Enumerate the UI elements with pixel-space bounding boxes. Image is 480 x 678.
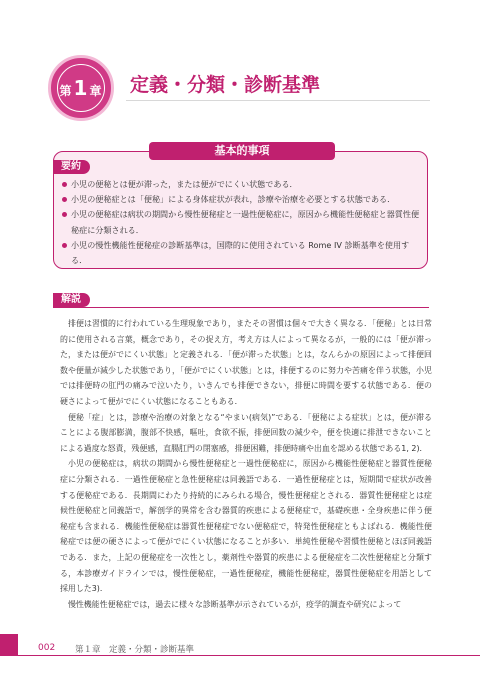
footer-rule xyxy=(18,655,480,656)
summary-list xyxy=(62,177,422,268)
chapter-badge-prefix: 第 xyxy=(59,84,73,98)
paragraph: 小児の便秘症は，病状の期間から慢性便秘症と一過性便秘症に，原因から機能性便秘症と器質性便秘症に分類される．一過性便秘症と急性便秘症は同義語である．一過性便秘症とは，短期間で症状が改善する便秘症である．長期間にわたり持続的にみられる場合，慢性便秘症とされる．器質性便秘症とは症候性便秘症と同義語で，解剖学的異常を含む器質的疾患による便秘症で，基礎疾患・全身疾患に伴う便秘症も含まれる．機能性便秘症は器質性便秘症でない便秘症で，特発性便秘症ともよばれる．機能性便秘症では便の硬さによって便がでにくい状態になることが多い．単純性便秘や習慣性便秘とほぼ同義語である．また，上記の便秘症を一次性とし，薬剤性や器質的疾患による便秘症を二次性便秘症と分類する，本診療ガイドラインでは，慢性便秘症，一過性便秘症，機能性便秘症，器質性便秘症を用語として採用した3)． xyxy=(60,459,432,594)
chapter-badge xyxy=(48,55,114,121)
summary-item xyxy=(62,177,422,192)
summary-item-text: 小児の便秘症は病状の期間から慢性便秘症と一過性便秘症に，原因から機能性便秘症と器質性便秘症に分類される． xyxy=(71,209,420,235)
page-number: 002 xyxy=(38,643,56,653)
summary-item xyxy=(62,207,422,237)
chapter-badge-label xyxy=(60,76,103,100)
section-rule xyxy=(53,307,429,308)
basic-items-header: 基本的事項 xyxy=(149,142,335,160)
commentary-body xyxy=(60,316,432,612)
footer-accent-bar xyxy=(0,634,18,656)
chapter-badge-ring xyxy=(57,64,105,112)
summary-item xyxy=(62,238,422,268)
chapter-title: 定義・分類・診断基準 xyxy=(130,74,321,96)
summary-label: 要約 xyxy=(53,160,90,174)
bullet-icon xyxy=(62,182,67,187)
summary-item xyxy=(62,192,422,207)
section-title: 解説 xyxy=(53,293,90,307)
chapter-badge-suffix: 章 xyxy=(89,84,103,98)
summary-item-text: 小児の慢性機能性便秘症の診断基準は，国際的に使用されている Rome IV 診断基準を使用する． xyxy=(71,239,410,266)
summary-item-text: 小児の便秘症とは「便秘」による身体症状が表れ，診療や治療を必要とする状態である． xyxy=(71,194,396,205)
chapter-number: 1 xyxy=(73,76,89,100)
paragraph: 便秘「症」とは，診療や治療の対象となる“やまい(病気)”である．「便秘による症状」とは，便が滞ることによる腹部膨満，腹部不快感，嘔吐，食欲不振，排便回数の減少や，便を快適に排泄できないことによる過度な怒責，残便感，直腸肛門の閉塞感，排便困難，排便時痛や出血を認める状態である1, 2)． xyxy=(60,412,432,453)
summary-item-text: 小児の便秘とは便が滞った，または便がでにくい状態である． xyxy=(71,179,298,189)
paragraph: 慢性機能性便秘症では，過去に様々な診断基準が示されているが，疫学的調査や研究によって xyxy=(67,599,402,609)
running-head: 第１章 定義・分類・診断基準 xyxy=(75,645,195,655)
chapter-title-rule xyxy=(126,100,430,101)
bullet-icon xyxy=(62,212,67,217)
paragraph: 排便は習慣的に行われている生理現象であり，またその習慣は個々で大きく異なる．「便秘」とは日常的に使用される言葉，概念であり，その捉え方，考え方は人によって異なるが，一般的には「便が滞った，または便がでにくい状態」と定義される．「便が滞った状態」とは，なんらかの原因によって排便回数や便量が減少した状態であり，「便がでにくい状態」とは，排便するのに努力や苦痛を伴う状態，小児では排便時の肛門の痛みで泣いたり，いきんでも排便できない，排便に時間を要する状態である．便の硬さによって便がでにくい状態になることもある． xyxy=(60,319,432,406)
bullet-icon xyxy=(62,197,67,202)
bullet-icon xyxy=(62,243,67,248)
